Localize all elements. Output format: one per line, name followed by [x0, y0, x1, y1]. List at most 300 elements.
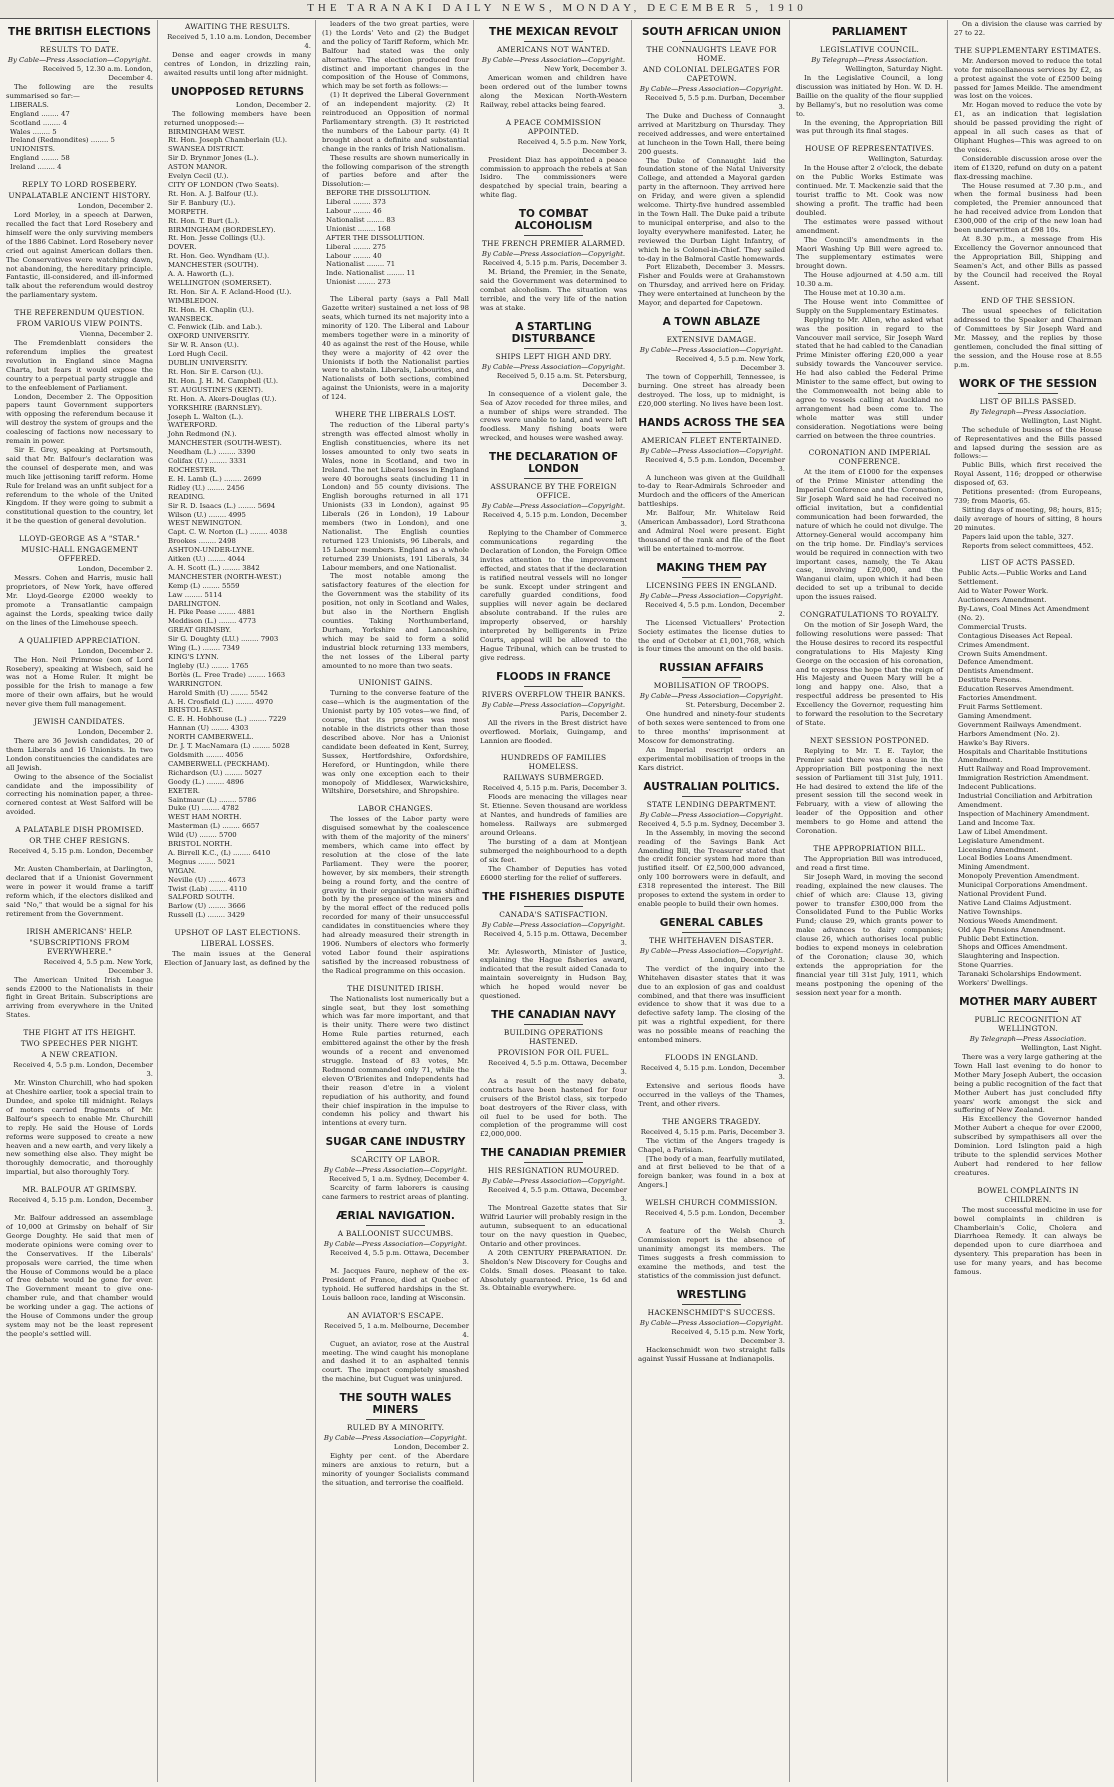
byline: By Cable—Press Association—Copyright. — [481, 502, 626, 511]
article-subheading: LABOR CHANGES. — [358, 804, 433, 814]
list-line: Noxious Weeds Amendment. — [958, 916, 1058, 925]
article-subheading: LICENSING FEES IN ENGLAND. — [646, 580, 777, 590]
list-line: Public Acts.—Public Works and Land Settlement. — [958, 569, 1087, 587]
list-line: Rt. Hon. J. H. M. Campbell (U.). — [168, 376, 279, 385]
list-line: CITY OF LONDON (Two Seats). — [168, 180, 279, 189]
article-subheading: LLOYD-GEORGE AS A "STAR." — [19, 534, 140, 544]
article-headline: THE CANADIAN PREMIER — [480, 1147, 627, 1160]
dateline: Received 4, 5.5 p.m. New York, December 3. — [675, 354, 785, 372]
list-line: Colifax (U.) ........ 3331 — [168, 457, 247, 466]
list-line: Wing (L.) ........ 7349 — [168, 644, 240, 653]
list-line: Russell (L) ........ 3429 — [168, 911, 245, 920]
byline: By Cable—Press Association—Copyright. — [639, 692, 784, 701]
article-subheading: LIST OF BILLS PASSED. — [979, 396, 1077, 406]
column-5 — [638, 20, 790, 1782]
list-line: Rt. Hon. Joseph Chamberlain (U.). — [168, 136, 288, 145]
list-line: Dr. J. T. MacNamara (L) ........ 5028 — [168, 742, 290, 751]
list-line: WATERFORD. — [168, 421, 218, 430]
article-subheading: SHIPS LEFT HIGH AND DRY. — [495, 351, 612, 361]
article — [480, 753, 627, 882]
list-line: Neville (U) ........ 4673 — [168, 875, 246, 884]
byline: By Cable—Press Association—Copyright. — [323, 1166, 468, 1175]
paragraph: Reports from select committees, 452. — [962, 541, 1094, 550]
divider — [998, 1011, 1057, 1012]
dateline: St. Petersburg, December 2. — [685, 701, 785, 710]
list-line: DOVER. — [168, 243, 197, 252]
paragraph: The House went into Committee of Supply on the Supplementary Estimates. — [796, 297, 943, 315]
list-line: EXETER. — [168, 786, 200, 795]
article-subheading: MR. BALFOUR AT GRIMSBY. — [22, 1185, 137, 1195]
list-line: WELLINGTON (SOMERSET). — [168, 278, 272, 287]
dateline: Received 4, 5.5 p.m. Sydney, December 3. — [638, 819, 785, 828]
column-1 — [6, 20, 158, 1782]
article-subheading: PROVISION FOR OIL FUEL. — [497, 1047, 610, 1057]
paragraph: The American United Irish League sends £2000 to the Nationalists in their fight in Great Britain. Subscriptions are arriving from everywhere in the United States. — [6, 975, 153, 1020]
divider — [682, 331, 741, 332]
article — [796, 448, 943, 602]
list-line: Law ........ 5114 — [168, 590, 223, 599]
article-subheading: CANADA'S SATISFACTION. — [499, 909, 608, 919]
article — [6, 1028, 153, 1177]
list-line: Duke (U) ........ 4782 — [168, 804, 240, 813]
paragraph: (1) It deprived the Liberal Government of an independent majority. (2) It reintroduced an Opposition of normal Parliamentary strength. (3) It restricted the numbers of the Labour party. (4) It brought about a definite and substantial change in the ranks of Irish Nationalism. — [322, 91, 469, 153]
paragraph: There was a very large gathering at the Town Hall last evening to do honor to Mother Mary Joseph Aubert, the occasion being a public recognition of the fact that Mother Aubert has just concluded fifty years' work amongst the sick and suffering of New Zealand. — [954, 1053, 1102, 1115]
list-line: A. H. Crosfield (L.) ........ 4970 — [168, 697, 274, 706]
article — [480, 321, 627, 443]
list-line: C. Fenwick (Lib. and Lab.). — [168, 323, 263, 332]
list-line: Ridley (U.) ........ 2456 — [168, 483, 245, 492]
list-line: Native Townships. — [958, 907, 1023, 916]
article — [638, 1117, 785, 1190]
article-subheading: AWAITING THE RESULTS. — [184, 22, 291, 31]
list-line: Brookes ........ 2498 — [168, 537, 236, 546]
article — [638, 562, 785, 655]
list-line: Stone Quarries. — [958, 961, 1014, 970]
list-line: Gaming Amendment. — [958, 711, 1032, 720]
list-line: WEST NEWINGTON. — [168, 519, 243, 528]
article-subheading: SCARCITY OF LABOR. — [350, 1155, 441, 1165]
paragraph: The House resumed at 7.30 p.m., and when the formal business had been completed, the Premier announced that he had received advice from London that £300,000 of the crip of the new loan had been underwritten at £98 10s. — [954, 181, 1102, 235]
dateline: London, December 3. — [709, 955, 785, 964]
dateline: Received 4, 5.15 p.m. New York, December 3. — [671, 1327, 785, 1345]
divider — [366, 1419, 425, 1420]
list-line: National Provident Fund. — [958, 890, 1047, 899]
masthead: THE TARANAKI DAILY NEWS, MONDAY, DECEMBER 5, 1910 — [0, 0, 1114, 19]
list-line: Richardson (U.) ........ 5027 — [168, 768, 262, 777]
paragraph: The Nationalists lost numerically but a single seat, but they lost something which was far more important, and that is their unity. There were two distinct Home Rule parties returned, each embittered against the other by the fresh wounds of a recent and envenomed struggle. Instead of 83 votes, Mr. Redmond commanded only 71, while the eleven O'Brienites and Independents had their reason d'etre in a violent repudiation of his authority, and found their chief inspiration in the impulse to condemn his policy and thwart his intentions at every turn. — [322, 994, 469, 1128]
paragraph: M. Jacques Faure, nephew of the ex-President of France, died at Quebec of typhoid. He suffered hardships in the St. Louis balloon race, landing at Wisconsin. — [322, 1267, 469, 1302]
paragraph: A luncheon was given at the Guildhall to-day to Rear-Admirals Schroeder and Murdoch and the officers of the American battleships. — [638, 473, 785, 509]
divider — [682, 1304, 741, 1305]
paragraph: The House adjourned at 4.50 a.m. till 10.30 a.m. — [796, 271, 943, 289]
column-2 — [164, 20, 316, 1782]
paragraph: Replying to Mr. Allen, who asked what was the position in regard to the Vancouver mail service, Sir Joseph Ward stated that he had cabled to the Canadian Prime Minister offering £20,000 a year subsidy towards the Vancouver service. He had also cabled the Federal Prime Minister to the same effect, but owing to the Commonwealth not being able to agree to vessels calling at Auckland no arrangement had been come to. The whole matter was still under consideration. Negotiations were being carried on between the three countries. — [796, 315, 943, 440]
article-subheading: TWO SPEECHES PER NIGHT. — [20, 1039, 139, 1049]
byline: By Cable—Press Association—Copyright. — [7, 56, 152, 64]
list-line: Labour ........ 46 — [326, 207, 382, 216]
article-headline: PARLIAMENT — [831, 26, 908, 38]
paragraph: In the House after 2 o'clock, the debate on the Public Works Estimate was continued. Mr. T. Mackenzie said that the tourist traffic to Mt. Cook was now showing a profit. The traffic had been doubled. — [796, 164, 943, 217]
article-subheading: HACKENSCHMIDT'S SUCCESS. — [647, 1307, 776, 1317]
list-line: Sir R. D. Isaacs (L.) ........ 5694 — [168, 501, 276, 510]
article — [6, 534, 153, 627]
list-line: Industrial Conciliation and Arbitration Amendment. — [958, 792, 1093, 809]
article-subheading: THE CONNAUGHTS LEAVE FOR HOME. — [646, 45, 777, 63]
article — [322, 984, 469, 1129]
list-line: MANCHESTER (SOUTH). — [168, 261, 259, 270]
article-subheading: AND COLONIAL DELEGATES FOR CAPETOWN. — [643, 65, 780, 83]
article-subheading: ASSURANCE BY THE FOREIGN OFFICE. — [490, 482, 617, 501]
paragraph: Petitions presented: (from Europeans, 739; from Maoris, 65. — [954, 488, 1102, 505]
list-line: ASTON MANOR. — [168, 163, 228, 172]
list-line: Hospitals and Charitable Institutions Amendment. — [958, 747, 1088, 765]
list-line: Ireland ........ 4 — [10, 163, 62, 172]
dateline: Received 5, 12.30 a.m. London, December 4. — [42, 65, 153, 82]
list-line: Public Debt Extinction. — [958, 934, 1039, 943]
article — [322, 804, 469, 975]
byline: By Telegraph—Press Association. — [969, 1035, 1087, 1043]
article-subheading: OR THE CHEF RESIGNS. — [29, 836, 130, 846]
dateline: New York, December 3. — [544, 65, 627, 73]
column-6 — [796, 20, 948, 1782]
article — [164, 86, 311, 920]
article-subheading: HIS RESIGNATION RUMOURED. — [487, 1166, 620, 1176]
paragraph: The reduction of the Liberal party's strength was effected almost wholly in English constituencies, where its net losses amounted to only two seats in Wales, none in Scotland, and two in Ireland. The net Liberal losses in England were 40 boroughs seats (including 11 in London) and 55 county divisions. The English boroughs returned in all 171 Unionists (33 in London), against 95 Liberals (26 in London), 19 Labour members (two in London), and one Nationalist. The English counties returned 123 Unionists, 96 Liberals, and 15 Labour members. England as a whole returned 239 Unionists, 191 Liberals, 34 Labour members, and one Nationalist. — [322, 421, 469, 572]
dateline: Received 4, 5.15 p.m. Paris, December 3. — [482, 259, 627, 268]
list-line: Joseph L. Walton (L.). — [168, 412, 244, 421]
list-line: H. Pike Pease ........ 4881 — [168, 608, 256, 617]
list-line: Rt. Hon. Sir E. Carson (U.). — [168, 368, 264, 376]
paragraph: The Fremdenblatt considers the referendum implies the greatest revolution in England since Magna Charta, but fears it would expose the country to a perpetual party struggle and to the enfeeblement of Parliament. — [6, 339, 153, 392]
paragraph: In the evening, the Appropriation Bill was put through its final stages. — [796, 118, 943, 136]
article-subheading: "SUBSCRIPTIONS FROM EVERYWHERE." — [29, 937, 130, 956]
paragraph: The Chamber of Deputies has voted £6000 sterling for the relief of sufferers. — [480, 864, 627, 882]
article-subheading: RESULTS TO DATE. — [40, 45, 119, 54]
list-line: Evelyn Cecil (U.). — [168, 172, 229, 181]
list-line: BIRMINGHAM WEST. — [168, 127, 246, 136]
divider — [998, 393, 1057, 394]
article — [6, 308, 153, 526]
article-subheading: EXTENSIVE DAMAGE. — [666, 334, 757, 344]
list-line: Inspection of Machinery Amendment. — [958, 809, 1090, 818]
list-line: DUBLIN UNIVERSITY. — [168, 359, 248, 368]
paragraph: Mr. Balfour, Mr. Whitelaw Reid (American Ambassador), Lord Strathcona and Admiral Noel were present. Eight thousand of the rank and file of the fleet will be entertained to-morrow. — [638, 509, 785, 553]
article — [480, 671, 627, 746]
list-line: Crimes Amendment. — [958, 640, 1030, 649]
byline: By Cable—Press Association—Copyright. — [481, 250, 626, 259]
article-subheading: BOWEL COMPLAINTS IN CHILDREN. — [977, 1185, 1079, 1204]
paragraph: The schedule of business of the House of Representatives and the Bills passed and lapsed during the session are as follows:— — [954, 425, 1102, 461]
article — [638, 417, 785, 554]
list-line: Ireland (Redmondites) ........ 5 — [10, 136, 115, 145]
byline: By Cable—Press Association—Copyright. — [639, 85, 784, 93]
byline: By Cable—Press Association—Copyright. — [639, 810, 784, 819]
list-line: Borlès (L. Free Trade) ........ 1663 — [168, 670, 286, 679]
list-line: Rt. Hon. Sir A. F. Acland-Hood (U.). — [168, 287, 292, 296]
article — [322, 1392, 469, 1488]
list-line: Legislature Amendment. — [958, 836, 1045, 845]
list-line: NORTH CAMBERWELL. — [168, 733, 254, 742]
paragraph: The Montreal Gazette states that Sir Wilfrid Laurier will probably resign in the autumn, subsequent to an educational tour on the navy question in Quebec, Ontario and other provinces. — [480, 1204, 627, 1248]
list-line: WIGAN. — [168, 866, 197, 875]
list-line: Rt. Hon. A. J. Balfour (U.). — [168, 189, 259, 198]
divider — [682, 41, 741, 42]
list-line: WEST HAM NORTH. — [168, 813, 242, 822]
dateline: Received 5, 5.5 p.m. Durban, December 3. — [645, 94, 785, 111]
article-headline: UNOPPOSED RETURNS — [170, 85, 305, 98]
paragraph: The Council's amendments in the Maori Washing Up Bill were agreed to. The supplementary estimates were brought down. — [796, 235, 943, 271]
paragraph: In consequence of a violent gale, the Sea of Azov receded for three miles, and a number of ships were stranded. The crews were unable to land, and were left foodless. Many fishing boats were wrecked, and houses were washed away. — [480, 389, 627, 443]
article — [638, 917, 785, 1045]
paragraph: His Excellency the Governor handed Mother Aubert a cheque for over £2000, subscribed by sympathisers all over the Dominion. Lord Islington paid a high tribute to the splendid services Mother Aubert had rendered to her fellow creatures. — [954, 1115, 1102, 1177]
list-line: Sir D. Brynmor Jones (L.). — [168, 154, 259, 163]
article — [638, 781, 785, 909]
paragraph: Sir E. Grey, speaking at Portsmouth, said that Mr. Balfour's declaration was the counsel of desperate men, and was much like jettisoning tariff reform. Home Rule for Ireland was an unfit subject for a referendum to the whole of the United Kingdom. If they were going to submit a constitutional question to the country, let it be the question of general devolution. — [6, 446, 153, 526]
paragraph: The Duke and Duchess of Connaught arrived at Maritzburg on Thursday. They received addresses, and were entertained at luncheon in the Town Hall, there being 200 guests. — [638, 112, 785, 156]
article-subheading: REPLY TO LORD ROSEBERY. — [22, 180, 137, 190]
byline: By Telegraph—Press Association. — [969, 407, 1087, 416]
article — [322, 295, 469, 402]
dateline: London, December 2. — [77, 202, 153, 211]
paragraph: As a result of the navy debate, contracts have been hastened for four cruisers of the Bristol class, six torpedo boat destroyers of the River class, with oil fuel to be used for both. The completion of the programme will cost £2,000,000. — [480, 1076, 627, 1139]
dateline: Received 4, 5.5 p.m. Ottawa, December 3. — [488, 1058, 627, 1076]
byline: By Telegraph—Press Association. — [811, 56, 928, 64]
byline: By Cable—Press Association—Copyright. — [639, 446, 784, 455]
list-line: UNIONISTS. — [10, 145, 55, 154]
divider — [50, 41, 109, 42]
article-subheading: BUILDING OPERATIONS HASTENED. — [503, 1027, 604, 1046]
article-subheading: A BALLOONIST SUCCUMBS. — [337, 1229, 454, 1239]
article-subheading: THE REFERENDUM QUESTION. — [14, 308, 145, 318]
article-headline: WRESTLING — [676, 1288, 747, 1301]
paragraph: On a division the clause was carried by 27 to 22. — [954, 20, 1102, 37]
paragraph: An Imperial rescript orders an experimental mobilisation of troops in the Kars district. — [638, 745, 785, 772]
list-line: Hannan (U) ........ 4303 — [168, 724, 249, 733]
paragraph: Replying to the Chamber of Commerce communications regarding the Declaration of London, the Foreign Office invites attention to the improvement effected, and states that if the declaration is ratified neutral vessels will no longer be sunk. Except under stringent and carefully guarded conditions, food supplies will never again be declared absolute contraband. If the rules are improperly observed, or harshly interpreted by belligerents in Prize Courts, appeal will be allowed to the Hague Tribunal, which can be trusted to give redress. — [480, 529, 627, 662]
list-line: Liberal ........ 275 — [326, 242, 386, 251]
paragraph: Scarcity of farm laborers is causing cane farmers to restrict areas of planting. — [322, 1184, 469, 1202]
list-line: BIRMINGHAM (BORDESLEY). — [168, 225, 276, 234]
paragraph: Eighty per cent. of the Aberdare miners are anxious to return, but a minority of younger Socialists command the situation, and terrorise the coalfield. — [322, 1452, 469, 1487]
article — [638, 1198, 785, 1280]
paragraph: In the Assembly, in moving the second reading of the Savings Bank Act Amending Bill, the Treasurer stated that the credit foncier system had more than justified itself. Of £2,500,000 advanced, only 100 borrowers were in default, and £318 represented the interest. The Bill proposes to extend the system in order to enable people to build their own homes. — [638, 828, 785, 908]
dateline: London, December 2. — [393, 1443, 469, 1452]
paragraph: The following are the results summarised so far:— — [6, 83, 153, 100]
paragraph: At 8.30 p.m., a message from His Excellency the Governor announced that the Appropriation Bill, Shipping and Seamen's Act, and other Bills as passed by the Council had received the Royal Assent. — [954, 234, 1102, 288]
list-line: A. A. Haworth (L.). — [168, 270, 234, 279]
list-line: BEFORE THE DISSOLUTION. — [326, 189, 431, 198]
divider — [524, 906, 583, 907]
divider — [682, 432, 741, 433]
column-4 — [480, 20, 632, 1782]
dateline: Paris, December 2. — [560, 709, 627, 718]
list-line: Masterman (L) ........ 6657 — [168, 822, 260, 831]
article-headline: THE MEXICAN REVOLT — [489, 26, 618, 38]
list-line: BRISTOL NORTH. — [168, 840, 233, 849]
article-subheading: THE FIGHT AT ITS HEIGHT. — [23, 1028, 136, 1038]
list-line: England ........ 47 — [10, 109, 70, 118]
article — [638, 26, 785, 308]
article-headline: FLOODS IN FRANCE — [496, 670, 611, 683]
list-line: Wales ........ 5 — [10, 127, 57, 136]
list-line: John Redmond (N.). — [168, 430, 237, 439]
list-line: Destitute Persons. — [958, 676, 1022, 685]
list-line: Law of Libel Amendment. — [958, 827, 1048, 836]
list-line: Ingleby (U.) ........ 1765 — [168, 661, 249, 670]
article — [638, 1289, 785, 1364]
article — [164, 22, 311, 78]
list-line: BRISTOL EAST. — [168, 706, 224, 715]
list-line: Kemp (L) ........ 5559 — [168, 581, 240, 590]
byline: By Cable—Press Association—Copyright. — [481, 1177, 626, 1186]
paragraph: Dense and eager crowds in many centres of London, in drizzling rain, awaited results until long after midnight. — [164, 51, 311, 77]
list-line: WANSBECK. — [168, 314, 214, 323]
article — [480, 208, 627, 313]
article — [6, 180, 153, 300]
article — [322, 20, 469, 287]
article-headline: AUSTRALIAN POLITICS. — [643, 780, 780, 793]
list-line: Sir W. R. Anson (U.). — [168, 341, 239, 350]
list-line: Hawke's Bay Rivers. — [958, 738, 1030, 747]
paragraph: Sitting days of meeting, 98; hours, 815; daily average of hours of sitting, 8 hours 20 minutes. — [954, 505, 1102, 532]
column-3 — [322, 20, 474, 1782]
list-line: Commercial Trusts. — [958, 622, 1027, 631]
byline: By Cable—Press Association—Copyright. — [639, 1318, 784, 1327]
article — [638, 316, 785, 409]
article — [954, 996, 1102, 1178]
byline: By Cable—Press Association—Copyright. — [481, 700, 626, 709]
list-line: Sir G. Doughty (LU.) ........ 7903 — [168, 635, 279, 644]
article — [954, 46, 1102, 289]
paragraph: Mr. Hogan moved to reduce the vote by £1, as an indication that legislation should be passed providing the right of appeal in all such cases as that of Oliphant Hughes—This was agreed to on the voices. — [954, 101, 1102, 154]
list-line: Unionist ........ 168 — [326, 224, 391, 233]
byline: By Cable—Press Association—Copyright. — [481, 362, 626, 371]
paragraph: American women and children have been ordered out of the lumber towns along the Mexican North-Western Railway, rebel attacks being feared. — [480, 74, 627, 109]
list-line: C. E. H. Hobhouse (L.) ........ 7229 — [168, 715, 287, 724]
list-line: GREAT GRIMSBY. — [168, 626, 232, 635]
list-line: Scotland ........ 4 — [10, 118, 67, 127]
dateline: Received 4, 5.15 p.m. London, December 3. — [482, 511, 627, 529]
paragraph: Mr. Winston Churchill, who had spoken at Cheshire earlier, took a special train to Dundee, and spoke till midnight. Relays of motors carried fragments of Mr. Balfour's speech to enable Mr. Churchill to reply. He said the House of Lords reforms were supposed to create a new heaven and a new earth, and very likely a new something else also. They might be thoroughly democratic, and thoroughly impartial, but also thoroughly Tory. — [6, 1079, 153, 1177]
dateline: Received 4, 5.15 p.m. Paris, December 3. — [640, 1127, 785, 1136]
list-line: Rt. Hon. T. Burt (L.). — [168, 216, 240, 225]
article-subheading: RULED BY A MINORITY. — [346, 1423, 445, 1433]
paragraph: Port Elizabeth, December 3. Messrs. Fisher and Foulds were at Grahamstown on Thursday, and arrived here on Friday. They were entertained at luncheon by the Mayor, and departed for Capetown. — [638, 263, 785, 308]
list-line: AFTER THE DISSOLUTION. — [326, 233, 425, 242]
column-7 — [954, 20, 1106, 1782]
article — [954, 1186, 1102, 1277]
list-line: KING'S LYNN. — [168, 653, 219, 661]
list-line: Twist (Lab) ........ 4110 — [168, 884, 247, 893]
list-line: Harbors Amendment (No. 2). — [958, 729, 1060, 738]
article-subheading: THE DISUNITED IRISH. — [347, 983, 444, 993]
list-line: Slaughtering and Inspection. — [958, 952, 1060, 961]
list-line: Local Bodies Loans Amendment. — [958, 854, 1073, 863]
article — [6, 825, 153, 918]
divider — [366, 1225, 425, 1226]
article-headline: THE CANADIAN NAVY — [491, 1008, 616, 1021]
article — [480, 26, 627, 110]
list-line: Land and Income Tax. — [958, 818, 1036, 827]
divider — [682, 677, 741, 678]
list-line: OXFORD UNIVERSITY. — [168, 332, 250, 341]
article-subheading: END OF THE SESSION. — [980, 296, 1076, 306]
paragraph: Owing to the absence of the Socialist candidate and the impossibility of correcting his nomination paper, a three-cornered contest at West Salford will be avoided. — [6, 772, 153, 817]
article-headline: HANDS ACROSS THE SEA — [638, 416, 785, 429]
list-line: SWANSEA DISTRICT. — [168, 145, 244, 154]
article — [6, 26, 153, 172]
list-line: Municipal Corporations Amendment. — [958, 881, 1088, 890]
article-subheading: PUBLIC RECOGNITION AT WELLINGTON. — [974, 1015, 1082, 1033]
article-subheading: CORONATION AND IMPERIAL CONFERENCE. — [808, 448, 931, 467]
paragraph: leaders of the two great parties, were (1) the Lords' Veto and (2) the Budget and the policy of Tariff Reform, which Mr. Balfour had stated was the only alternative. The election produced four distinct and important changes in the composition of the House of Commons, which may be set forth as follows:— — [322, 20, 469, 91]
divider — [682, 577, 741, 578]
list-line: WIMBLEDON. — [168, 296, 219, 305]
article-subheading: UNPALATABLE ANCIENT HISTORY. — [8, 191, 151, 201]
article-subheading: A PEACE COMMISSION APPOINTED. — [505, 117, 602, 136]
divider — [524, 1162, 583, 1163]
list-line: Hutt Railway and Road Improvement. — [958, 765, 1091, 774]
list-line: Factories Amendment. — [958, 694, 1037, 703]
article-headline: TO COMBAT ALCOHOLISM — [514, 208, 593, 233]
article-headline: SUGAR CANE INDUSTRY — [325, 1136, 466, 1149]
dateline: Received 4, 5.15 p.m. Paris, December 3. — [482, 784, 627, 793]
dateline: Received 4, 5.5 p.m. London, December 3. — [13, 1061, 153, 1079]
list-line: Rt. Hon. A. Akers-Douglas (U.). — [168, 394, 277, 403]
paragraph: Replying to Mr. T. E. Taylor, the Premier said there was a clause in the Appropriation Bill postponing the next session of Parliament till 31st July, 1911. He had desired to extend the life of the present session till the second week in February, with a view of allowing the leader of the Opposition and other members to go Home and attend the Coronation. — [796, 746, 943, 836]
list-line: Contagious Diseases Act Repeal. — [958, 631, 1073, 640]
list-line: Education Reserves Amendment. — [958, 685, 1074, 694]
byline: By Cable—Press Association—Copyright. — [323, 1434, 468, 1443]
list-line: ST. AUGUSTINE'S (KENT). — [168, 385, 264, 394]
paragraph: M. Briand, the Premier, in the Senate, said the Government was determined to combat alcoholism. The situation was terrible, and the very life of the nation was at stake. — [480, 268, 627, 312]
dateline: Received 5, 1 a.m. Sydney, December 4. — [328, 1175, 469, 1184]
paragraph: Sir Joseph Ward, in moving the second reading, explained the new clauses. The chief of which are: Clause 13, giving power to transfer £300,000 from the Consolidated Fund to the Public Works Fund; clause 29, which grants power to make advances to dairy companies; clause 26, which authorises local public bodies to expend moneys in celebration of the Coronation; clause 30, which extends the appropriation for the financial year till 31st July, 1911, which means postponing the opening of the session next year for a month. — [796, 872, 943, 997]
paragraph: London, December 2. The Opposition papers taunt Government supporters with opposing the referendum because it will destroy the system of groups and the coalescing of factions now necessary to remain in power. — [6, 392, 153, 446]
article — [6, 636, 153, 709]
paragraph: A feature of the Welsh Church Commission report is the absence of unanimity amongst its members. The Times suggests a fresh commission to examine the methods, and test the statistics of the commission just defunct. — [638, 1227, 785, 1280]
list-line: Harold Smith (U) ........ 5542 — [168, 688, 268, 697]
list-line: Indecent Publications. — [958, 783, 1037, 792]
article — [322, 410, 469, 670]
list-line: Old Age Pensions Amendment. — [958, 925, 1066, 934]
article — [480, 1147, 627, 1293]
article — [322, 678, 469, 796]
list-line: Needham (L.) ........ 3390 — [168, 448, 256, 457]
list-line: Inde. Nationalist ........ 11 — [326, 269, 416, 278]
article-headline: SOUTH AFRICAN UNION — [641, 26, 782, 38]
article-subheading: MUSIC-HALL ENGAGEMENT OFFERED. — [21, 545, 138, 564]
paragraph: President Diaz has appointed a peace commission to approach the rebels at San Isidro. The commissioners were despatched by special train, bearing a white flag. — [480, 155, 628, 200]
divider — [524, 41, 583, 42]
list-line: England ........ 58 — [10, 154, 70, 163]
list-line: Licensing Amendment. — [958, 845, 1039, 854]
paragraph: There are 36 Jewish candidates, 20 of them Liberals and 16 Unionists. In two London constituencies the candidates are all Jewish. — [6, 737, 153, 772]
article-subheading: THE FRENCH PREMIER ALARMED. — [481, 239, 626, 249]
list-line: Rt. Hon. Jesse Collings (U.). — [168, 234, 266, 243]
article-subheading: MOBILISATION OF TROOPS. — [653, 681, 770, 691]
dateline: Wellington, Saturday Night. — [845, 65, 943, 73]
dateline: London, December 2. — [77, 646, 153, 655]
article-subheading: FLOODS IN ENGLAND. — [664, 1053, 759, 1062]
dateline: Received 4, 5.15 p.m. London, December 3. — [8, 847, 153, 865]
list-line: Auctioneers Amendment. — [958, 596, 1047, 605]
article-subheading: A PALATABLE DISH PROMISED. — [15, 825, 144, 835]
article-subheading: NEXT SESSION POSTPONED. — [809, 735, 930, 745]
dateline: Received 4, 5.5 p.m. London, December 3. — [645, 455, 785, 473]
dateline: Received 5, 0.15 a.m. St. Petersburg, December 3. — [496, 371, 627, 389]
paragraph: The verdict of the inquiry into the Whitehaven disaster states that it was due to an explosion of gas and coaldust combined, and that there was insufficient evidence to show that it was due to a defective safety lamp. The closing of the pit was a rightful expedient, for there was no possible means of reaching the entombed miners. — [638, 964, 785, 1045]
